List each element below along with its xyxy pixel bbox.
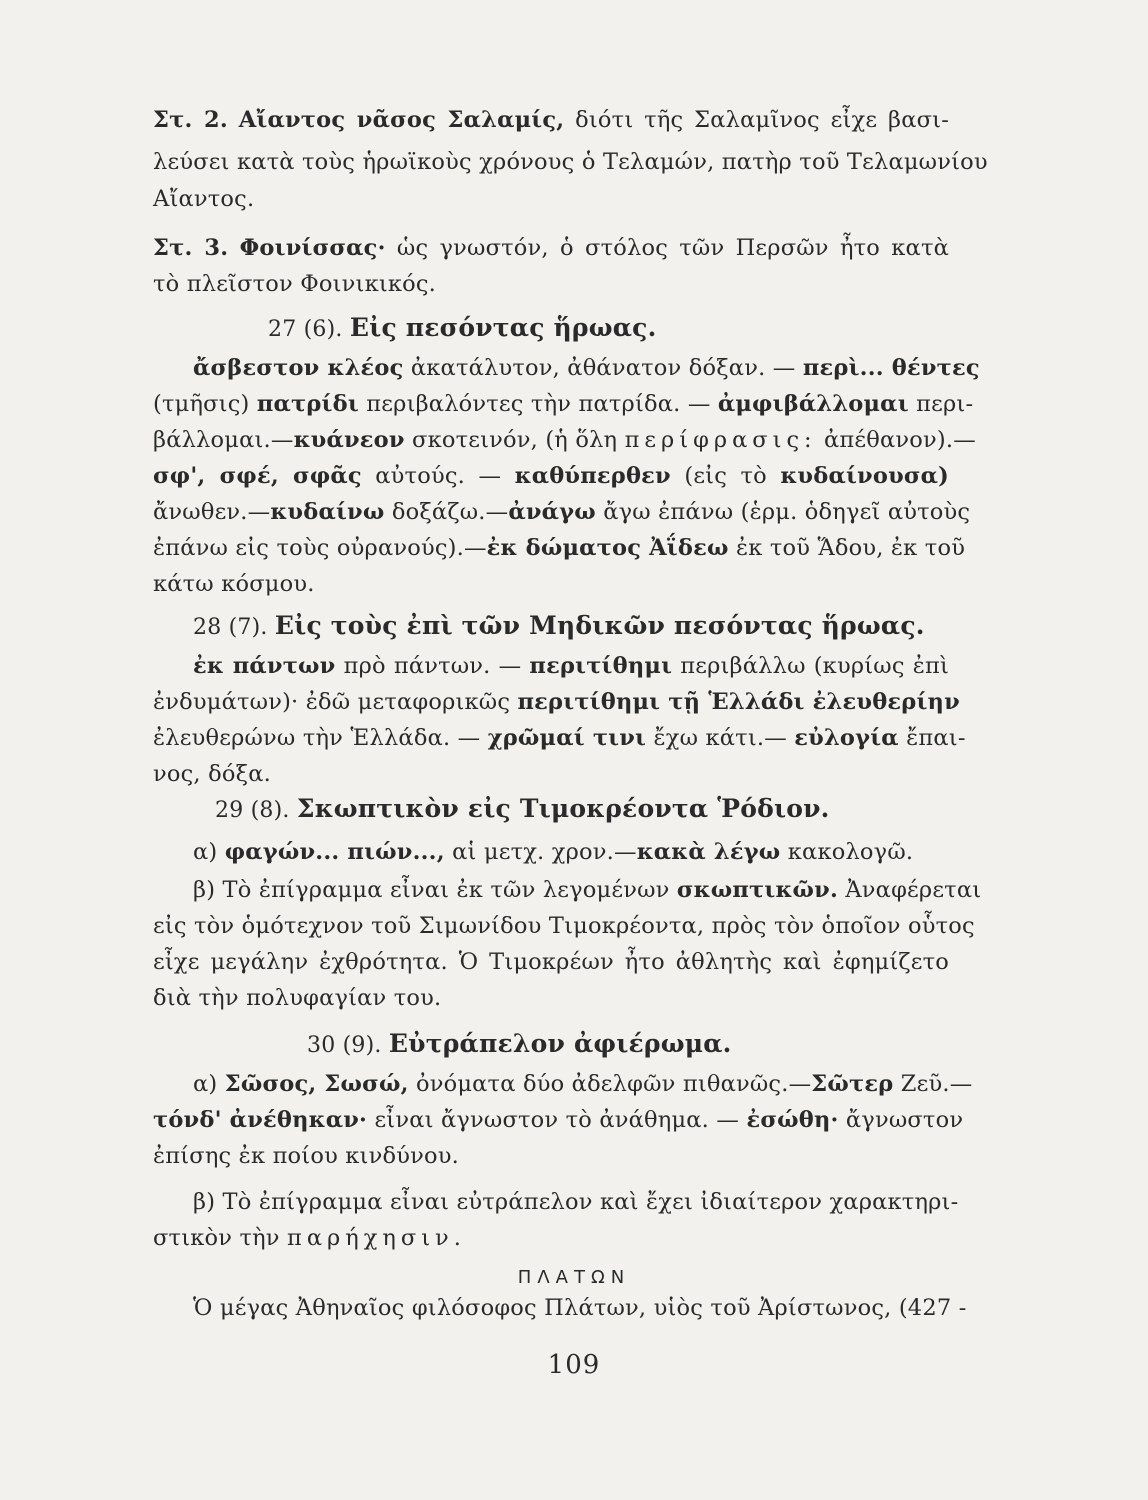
st2-label: Στ. 2. [153,107,228,133]
p27-text: δοξάζω.— [391,499,509,525]
p30-line-a2 [153,1102,964,1138]
p27-line-6 [153,530,966,566]
p30-term: Σῶσος, Σωσώ, [224,1071,409,1097]
p29-line-a [193,834,914,870]
p27-text: ἐπάνω εἰς τοὺς οὐρανούς).— [153,535,487,561]
heading-27-title: Εἰς πεσόντας ἥρωας. [349,313,657,342]
p28-line-4 [153,756,949,792]
p27-text: ἄγω ἐπάνω (ἑρμ. ὁδηγεῖ αὐτοὺς [603,499,971,525]
heading-28-number: 28 (7). [193,615,268,640]
p29-text: αἱ μετχ. χρον.— [452,839,637,865]
p29-line-b4 [153,980,949,1016]
p27-term: πατρίδι [256,391,359,417]
p28-text: ἐνδυμάτων)· ἐδῶ μεταφορικῶς [153,689,511,715]
st3-line-1 [153,230,949,266]
p27-spaced-word: περίφρασις: [624,427,817,453]
p29-line-b1 [193,872,982,908]
page-number: 109 [547,1350,601,1380]
p27-text: αὐτούς. — [375,463,502,489]
p29-text: διὰ τὴν πολυφαγίαν του. [153,985,442,1011]
p29-term: κακὰ λέγω [636,839,781,865]
p28-text: ἔχω κάτι.— [653,725,787,751]
p29-text: εἰς τὸν ὁμότεχνον τοῦ Σιμωνίδου Τιμοκρέοντα, πρὸς τὸν ὁποῖον οὗτος [153,913,975,939]
p27-term: σφ', σφέ, σφᾶς [153,463,362,489]
p30-line-a3 [153,1138,949,1174]
p27-text: περιβαλόντες τὴν πατρίδα. — [366,391,711,417]
st2-text-1: διότι τῆς Σαλαμῖνος εἶχε βασι- [575,107,949,133]
st3-text-2: τὸ πλεῖστον Φοινικικός. [153,271,437,297]
p29-text: Ἀναφέρεται [845,877,982,903]
p30-term: ἐσώθη· [746,1107,839,1133]
p27-term: ἄσβεστον κλέος [193,355,404,381]
p27-text: βάλλομαι.— [153,427,294,453]
heading-29-title: Σκωπτικὸν εἰς Τιμοκρέοντα Ῥόδιον. [296,794,830,823]
p27-text: (τμῆσις) [153,391,250,417]
p27-term: ἀμφιβάλλομαι [717,391,909,417]
p28-term: χρῶμαί τινι [487,725,647,751]
p30-text: α) [193,1071,218,1097]
p27-text: (εἰς τὸ [684,463,767,489]
st3-term: Φοινίσσας· [239,235,386,261]
p28-text: νος, δόξα. [153,761,271,787]
p27-term: περὶ... θέντες [802,355,980,381]
p28-text: πρὸ πάντων. — [343,653,522,679]
p30-line-b2 [153,1220,949,1256]
p27-term: κυδαίνω [270,499,385,525]
st3-text-1: ὡς γνωστόν, ὁ στόλος τῶν Περσῶν ἦτο κατὰ [396,235,949,261]
p27-term: κυάνεον [293,427,405,453]
p27-text: περι- [916,391,974,417]
p29-text: α) [193,839,218,865]
p27-line-2 [153,386,974,422]
heading-28 [193,608,949,646]
p30-text: εἶναι ἄγνωστον τὸ ἀνάθημα. — [374,1107,740,1133]
p28-line-1 [193,648,949,684]
p30-text: στικὸν τὴν [153,1225,280,1251]
p30-text: ἐπίσης ἐκ ποίου κινδύνου. [153,1143,459,1169]
p29-line-b3 [153,944,949,980]
st3-line-2 [153,266,949,302]
p27-text: ἀκατάλυτον, ἀθάνατον δόξαν. — [410,355,796,381]
p27-line-7 [153,566,949,602]
p30-line-a1 [193,1066,973,1102]
heading-29-number: 29 (8). [215,798,290,823]
p29-term: σκωπτικῶν. [676,877,838,903]
p27-line-5 [153,494,971,530]
p30-text: ἄγνωστον [845,1107,964,1133]
p27-text: ἐκ τοῦ Ἅδου, ἐκ τοῦ [735,535,966,561]
st2-line-1 [153,102,949,138]
platon-text: Ὁ μέγας Ἀθηναῖος φιλόσοφος Πλάτων, υἱὸς τοῦ Ἀρίστωνος, (427 - [193,1295,967,1321]
p27-line-3 [153,422,976,458]
p29-line-b2 [153,908,975,944]
p28-term: ἐκ πάντων [193,653,336,679]
heading-29 [215,791,915,829]
p27-term: ἀνάγω [508,499,596,525]
p30-term: Σῶτερ [811,1071,894,1097]
heading-30-title: Εὐτράπελον ἀφιέρωμα. [388,1029,732,1058]
p27-term: κυδαίνουσα) [780,463,950,489]
p29-term: φαγών... πιών..., [224,839,445,865]
st2-text-2: λεύσει κατὰ τοὺς ἡρωϊκοὺς χρόνους ὁ Τελαμών, πατὴρ τοῦ Τελαμωνίου [153,149,988,175]
p30-text: ὀνόματα δύο ἀδελφῶν πιθανῶς.— [415,1071,812,1097]
p29-text: β) Τὸ ἐπίγραμμα εἶναι ἐκ τῶν λεγομένων [193,877,670,903]
p28-text: περιβάλλω (κυρίως ἐπὶ [680,653,949,679]
p30-text: β) Τὸ ἐπίγραμμα εἶναι εὐτράπελον καὶ ἔχει ἰδιαίτερον χαρακτηρι- [193,1189,959,1215]
heading-28-title: Εἰς τοὺς ἐπὶ τῶν Μηδικῶν πεσόντας ἥρωας. [274,611,925,640]
p27-text: κάτω κόσμου. [153,571,315,597]
p28-line-3 [153,720,966,756]
heading-30-number: 30 (9). [307,1033,382,1058]
p27-term: ἐκ δώματος Ἀΐδεω [486,535,729,561]
p27-text: σκοτεινόν, (ἡ ὅλη [412,427,618,453]
p28-line-2 [153,684,960,720]
st2-text-3: Αἴαντος. [153,186,255,212]
platon-line-1 [193,1290,967,1326]
p30-spaced-word: παρήχησιν. [287,1225,466,1251]
p27-line-1 [193,350,980,386]
p27-line-4 [153,458,949,494]
p30-term: τόνδ' ἀνέθηκαν· [153,1107,368,1133]
p28-text: ἐλευθερώνω τὴν Ἑλλάδα. — [153,725,481,751]
heading-27 [268,310,868,348]
p29-text: κακολογῶ. [787,839,914,865]
p27-term: καθύπερθεν [514,463,671,489]
heading-27-number: 27 (6). [268,317,343,342]
platon-heading: ΠΛΑΤΩΝ [517,1267,631,1288]
p29-text: εἶχε μεγάλην ἐχθρότητα. Ὁ Τιμοκρέων ἦτο ἀθλητὴς καὶ ἐφημίζετο [153,949,949,975]
st2-line-3 [153,181,949,217]
p27-text: ἀπέθανον).— [824,427,976,453]
st2-line-2 [153,144,988,180]
st2-term: Αἴαντος νᾶσος Σαλαμίς, [238,107,565,133]
p28-term: εὐλογία [794,725,899,751]
p30-line-b1 [193,1184,959,1220]
p27-text: ἄνωθεν.— [153,499,271,525]
p28-text: ἔπαι- [906,725,966,751]
p28-term: περιτίθημι [529,653,673,679]
heading-30 [307,1026,907,1064]
st3-label: Στ. 3. [153,235,229,261]
p30-text: Ζεῦ.— [900,1071,973,1097]
p28-term: περιτίθημι τῇ Ἑλλάδι ἐλευθερίην [517,689,960,715]
